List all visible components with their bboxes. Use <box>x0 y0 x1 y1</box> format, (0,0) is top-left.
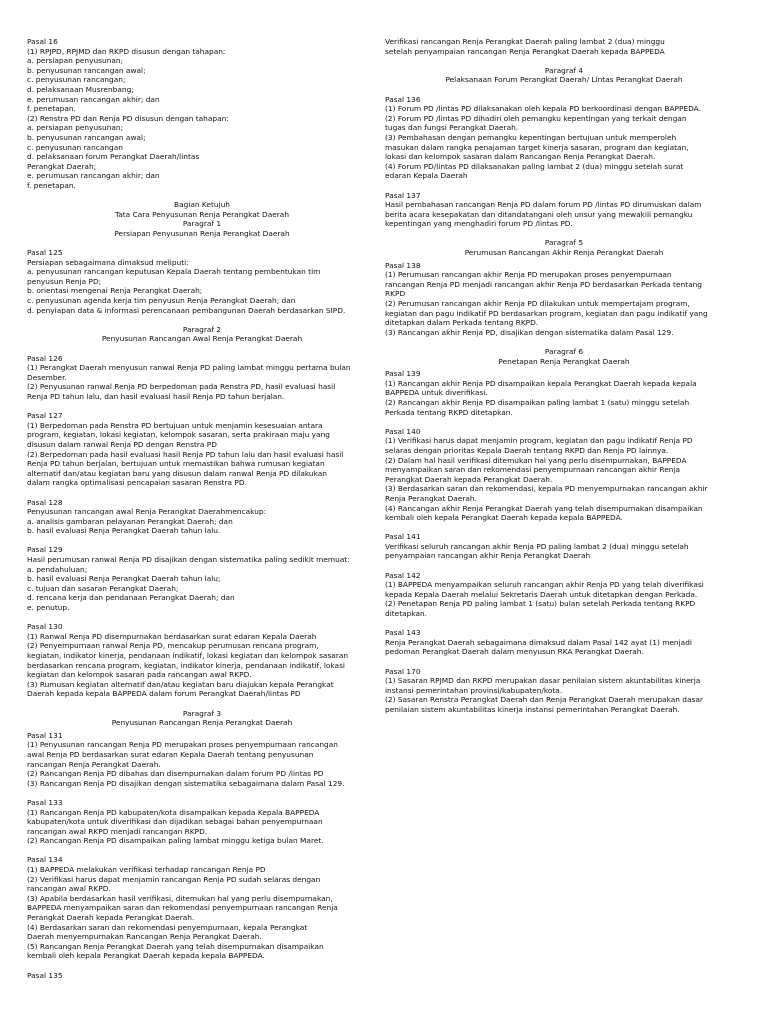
text-line: lokasi dan kelompok sasaran dalam Rancangan Renja Perangkat Daerah. <box>385 152 656 162</box>
right-column <box>385 37 743 724</box>
text-line: (1) BAPPEDA melakukan verifikasi terhadap rancangan Renja PD <box>27 865 266 875</box>
text-line: (3) Rancangan akhir Renja PD, disajikan dengan sistematika dalam Pasal 129. <box>385 327 674 337</box>
text-line: Verifikasi seluruh rancangan akhir Renja PD paling lambat 2 (dua) minggu setelah <box>385 541 689 551</box>
text-line: (2) Rancangan akhir Renja PD disampaikan paling lambat 1 (satu) minggu setelah <box>385 397 690 407</box>
text-line: Pelaksanaan Forum Perangkat Daerah/ Lintas Perangkat Daerah <box>445 75 683 85</box>
text-line: f. penetapan. <box>27 104 76 114</box>
left-column <box>27 37 377 990</box>
text-line: (5) Rancangan Renja Perangkat Daerah yang telah disempurnakan disampaikan <box>27 941 324 951</box>
text-line: rancangan awal RKPD menjadi rancangan RKPD. <box>27 826 208 836</box>
text-line: Paragraf 3 <box>182 708 222 718</box>
article-title: Pasal 125 <box>27 248 63 258</box>
section-heading <box>27 200 377 238</box>
text-line: d. penyiapan data & informasi perencanaan pembangunan Daerah berdasarkan SIPD. <box>27 305 346 315</box>
text-line: (1) RPJPD, RPJMD dan RKPD disusun dengan tahapan: <box>27 46 226 56</box>
text-line: disusun dalam ranwal Renja PD dengan Renstra PD <box>27 439 217 449</box>
text-line: Perkada tentang RKPD ditetapkan. <box>385 407 513 417</box>
text-line: (3) Pembahasan dengan pemangku kepentingan bertujuan untuk memperoleh <box>385 132 677 142</box>
section-heading <box>385 238 743 257</box>
text-line: Paragraf 4 <box>544 65 584 75</box>
text-line: edaran Kepala Daerah <box>385 171 468 181</box>
text-line: (2) Rancangan Renja PD dibahas dan disempurnakan dalam forum PD /lintas PD <box>27 769 324 779</box>
text-line: Penetapan Renja Perangkat Daerah <box>498 356 630 366</box>
text-line: (4) Rancangan akhir Renja Perangkat Daerah yang telah disempurnakan disampaikan <box>385 503 703 513</box>
text-line: Persiapan Penyusunan Renja Perangkat Daerah <box>114 228 290 238</box>
text-line: awal Renja PD berdasarkan surat edaran Kepala Daerah tentang penyusunan <box>27 749 314 759</box>
text-line: b. hasil evaluasi Renja Perangkat Daerah tahun lalu; <box>27 574 221 584</box>
text-line: (4) Berdasarkan saran dan rekomendasi penyempurnaan, kepala Perangkat <box>27 922 308 932</box>
text-line: (1) Rancangan Renja PD kabupaten/kota disampaikan kepada Kepala BAPPEDA <box>27 807 320 817</box>
text-line: RKPD <box>385 289 406 299</box>
text-line: c. penyusunan rancangan; <box>27 75 126 85</box>
text-line: rancangan awal RKPD. <box>27 884 111 894</box>
text-line: Tata Cara Penyusunan Renja Perangkat Daerah <box>114 209 290 219</box>
text-line: b. penyusunan rancangan awal; <box>27 132 146 142</box>
text-line: c. penyusunan agenda kerja tim penyusun Renja Perangkat Daerah; dan <box>27 296 296 306</box>
text-line: (2) Rancangan Renja PD disampaikan paling lambat minggu ketiga bulan Maret. <box>27 836 324 846</box>
article-title: Pasal 138 <box>385 260 421 270</box>
text-line: Persiapan sebagaimana dimaksud meliputi: <box>27 257 189 267</box>
text-line: pedoman Perangkat Daerah dalam menyusun RKA Perangkat Daerah. <box>385 647 644 657</box>
text-line: a. persiapan penyusunan; <box>27 123 124 133</box>
text-line: alternatif dan/atau kegiatan baru yang disusun dalam ranwal Renja PD dilakukan <box>27 468 327 478</box>
article-title: Pasal 128 <box>27 497 63 507</box>
text-line: d. pelaksanaan Musrenbang; <box>27 84 134 94</box>
text-line: kepentingan yang menghadiri forum PD /lintas PD. <box>385 219 573 229</box>
text-line: c. tujuan dan sasaran Perangkat Daerah; <box>27 583 179 593</box>
article-title: Pasal 139 <box>385 369 421 379</box>
text-line: Daerah menyempurnakan Rancangan Renja Perangkat Daerah. <box>27 932 262 942</box>
text-line: berita acara kesepakatan dan ditandatangani oleh unsur yang mewakili pemangku <box>385 209 693 219</box>
text-line: Penyusunan rancangan awal Renja Perangkat Daerahmencakup: <box>27 507 267 517</box>
article-block <box>27 971 377 981</box>
article-title: Pasal 136 <box>385 94 421 104</box>
text-line: Perumusan Rancangan Akhir Renja Perangkat Daerah <box>464 248 664 258</box>
text-line: (3) Rancangan Renja PD disajikan dengan sistematika sebagaimana dalam Pasal 129. <box>27 778 345 788</box>
article-block <box>27 545 377 612</box>
text-line: Renja PD tahun lalu, dan hasil evaluasi hasil Renja PD tahun berjalan. <box>27 391 285 401</box>
article-block <box>385 37 743 56</box>
article-title: Pasal 127 <box>27 411 63 421</box>
text-line: a. penyusunan rancangan keputusan Kepala Daerah tentang pembentukan tim <box>27 267 321 277</box>
text-line: Paragraf 5 <box>544 238 584 248</box>
text-line: (1) Verifikasi harus dapat menjamin program, kegiatan dan pagu indikatif Renja PD <box>385 436 693 446</box>
text-line: Paragraf 2 <box>182 324 222 334</box>
text-line: Paragraf 1 <box>182 219 222 229</box>
article-block <box>27 798 377 846</box>
text-line: (1) Rancangan akhir Renja PD disampaikan kepala Perangkat Daerah kepada kepala <box>385 378 697 388</box>
text-line: tugas dan fungsi Perangkat Daerah. <box>385 123 519 133</box>
text-line: ditetapkan. <box>385 609 428 619</box>
text-line: Hasil perumusan ranwal Renja PD disajikan dengan sistematika paling sedikit memuat: <box>27 555 350 565</box>
article-title: Pasal 16 <box>27 37 58 46</box>
text-line: (3) Apabila berdasarkan hasil verifikasi, ditemukan hal yang perlu disempurnakan, <box>27 893 333 903</box>
text-line: a. pendahuluan; <box>27 564 88 574</box>
text-line: b. orientasi mengenai Renja Perangkat Daerah; <box>27 286 203 296</box>
text-line: (2) Penetapan Renja PD paling lambat 1 (satu) bulan setelah Perkada tentang RKPD <box>385 599 696 609</box>
text-line: Penyusunan Rancangan Renja Perangkat Daerah <box>111 718 293 728</box>
text-line: kabupaten/kota untuk diverifikasi dan dijadikan sebagai bahan penyempurnaan <box>27 817 323 827</box>
text-line: Hasil pembahasan rancangan Renja PD dalam forum PD /lintas PD dirumuskan dalam <box>385 200 702 210</box>
article-block <box>27 354 377 402</box>
article-title: Pasal 141 <box>385 532 421 542</box>
text-line: Renja Perangkat Daerah. <box>385 493 477 503</box>
article-title: Pasal 137 <box>385 190 421 200</box>
article-block <box>27 411 377 488</box>
text-line: Paragraf 6 <box>544 347 584 356</box>
article-title: Pasal 135 <box>27 970 63 980</box>
article-title: Pasal 170 <box>385 666 421 676</box>
text-line: instansi pemerintahan provinsi/kabupaten/kota. <box>385 685 563 695</box>
article-title: Pasal 140 <box>385 426 421 436</box>
text-line: penyampaian rancangan akhir Renja Perangkat Daerah <box>385 551 591 561</box>
text-line: (1) Forum PD /lintas PD dilaksanakan oleh kepala PD berkoordinasi dengan BAPPEDA. <box>385 104 701 114</box>
article-block <box>385 667 743 715</box>
text-line: f. penetapan. <box>27 180 76 190</box>
section-heading <box>27 325 377 344</box>
article-title: Pasal 142 <box>385 570 421 580</box>
text-line: Perangkat Daerah kepada Perangkat Daerah. <box>385 474 553 484</box>
article-title: Pasal 143 <box>385 628 421 638</box>
article-title: Verifikasi rancangan Renja Perangkat Daerah paling lambat 2 (dua) minggu <box>385 37 665 46</box>
article-block <box>27 248 377 315</box>
article-title: Pasal 126 <box>27 353 63 363</box>
text-line: selaras dengan prioritas Kepala Daerah tentang RKPD dan Renja PD lainnya. <box>385 445 669 455</box>
text-line: (1) Perangkat Daerah menyusun ranwal Renja PD paling lambat minggu pertama bulan <box>27 363 351 373</box>
text-line: (1) Penyusunan rancangan Renja PD merupakan proses penyempurnaan rancangan <box>27 740 338 750</box>
text-line: BAPPEDA untuk diverifikasi. <box>385 388 488 398</box>
text-line: kegiatan dan kelompok sasaran pada rancangan awal RKPD. <box>27 670 252 680</box>
text-line: (2) Penyempurnaan ranwal Renja PD, mencakup perumusan rencana program, <box>27 641 319 651</box>
text-line: Bagian Ketujuh <box>174 200 230 210</box>
text-line: Desember. <box>27 372 67 382</box>
text-line: berdasarkan rencana program, kegiatan, indikator kinerja, pendanaan indikatif, lokasi <box>27 660 345 670</box>
article-block <box>27 37 377 191</box>
text-line: kepada Kepala Daerah melalui Sekretaris Daerah untuk ditetapkan dengan Perkada. <box>385 589 698 599</box>
article-title: Pasal 133 <box>27 797 63 807</box>
text-line: (1) BAPPEDA menyampaikan seluruh rancangan akhir Renja PD yang telah diverifikasi <box>385 580 704 590</box>
article-title: Pasal 134 <box>27 855 63 865</box>
section-heading <box>27 709 377 728</box>
text-line: masukan dalam rangka penajaman target kinerja sasaran, program dan kegiatan, <box>385 142 689 152</box>
text-line: d. rencana kerja dan pendanaan Perangkat Daerah; dan <box>27 593 235 603</box>
text-line: program, kegiatan, lokasi kegiatan, kelompok sasaran, serta prakiraan maju yang <box>27 430 330 440</box>
article-title: Pasal 129 <box>27 545 63 555</box>
text-line: kembali oleh kepala Perangkat Daerah kepada kepala BAPPEDA. <box>385 513 623 523</box>
text-line: menyampaikan saran dan rekomendasi penyempurnaan rancangan akhir Renja <box>385 465 681 475</box>
text-line: (2) Penyusunan ranwal Renja PD berpedoman pada Renstra PD, hasil evaluasi hasil <box>27 382 336 392</box>
article-block <box>385 261 743 338</box>
article-block <box>385 427 743 523</box>
text-line: dalam rangka optimalisasi pencapaian sasaran Renstra PD. <box>27 478 247 488</box>
text-line: setelah penyampaian rancangan Renja Perangkat Daerah kepada BAPPEDA <box>385 46 665 56</box>
article-title: Pasal 130 <box>27 622 63 632</box>
text-line: (1) Ranwal Renja PD disempurnakan berdasarkan surat edaran Kepala Daerah <box>27 631 317 641</box>
text-line: e. penutup. <box>27 603 70 613</box>
article-block <box>27 731 377 789</box>
text-line: Renja Perangkat Daerah sebagaimana dimaksud dalam Pasal 142 ayat (1) menjadi <box>385 637 692 647</box>
text-line: (3) Berdasarkan saran dan rekomendasi, kepala PD menyempurnakan rancangan akhir <box>385 484 708 494</box>
text-line: Perangkat Daerah; <box>27 161 97 171</box>
text-line: (2) Berpedoman pada hasil evaluasi hasil Renja PD tahun lalu dan hasil evaluasi hasil <box>27 449 344 459</box>
text-line: kegiatan dan pagu indikatif PD berdasarkan program, kegiatan dan pagu indikatif yang <box>385 308 708 318</box>
text-line: e. perumusan rancangan akhir; dan <box>27 171 160 181</box>
article-block <box>385 532 743 561</box>
text-line: (2) Renstra PD dan Renja PD disusun dengan tahapan: <box>27 113 229 123</box>
text-line: a. analisis gambaran pelayanan Perangkat Daerah; dan <box>27 516 233 526</box>
text-line: ditetapkan dalam Perkada tentang RKPD. <box>385 318 539 328</box>
text-line: (2) Verifikasi harus dapat menjamin rancangan Renja PD sudah selaras dengan <box>27 874 321 884</box>
text-line: (1) Sasaran RPJMD dan RKPD merupakan dasar penilaian sistem akuntabilitas kinerja <box>385 676 701 686</box>
article-title: Pasal 131 <box>27 730 63 740</box>
text-line: b. penyusunan rancangan awal; <box>27 65 146 75</box>
article-block <box>385 571 743 619</box>
text-line: (2) Dalam hal hasil verifikasi ditemukan hal yang perlu disempurnakan, BAPPEDA <box>385 455 687 465</box>
section-heading <box>385 66 743 85</box>
text-line: (4) Forum PD/lintas PD dilaksanakan paling lambat 2 (dua) minggu setelah surat <box>385 161 684 171</box>
text-line: kegiatan, indikator kinerja, pendanaan indikatif, lokasi kegiatan dan kelompok sasaran <box>27 651 349 660</box>
text-line: (1) Perumusan rancangan akhir Renja PD merupakan proses penyempurnaan <box>385 270 672 280</box>
article-block <box>385 628 743 657</box>
section-heading <box>385 347 743 366</box>
text-line: (3) Rumusan kegiatan alternatif dan/atau kegiatan baru diajukan kepala Perangkat <box>27 679 334 689</box>
article-block <box>385 191 743 229</box>
text-line: (1) Berpedoman pada Renstra PD bertujuan untuk menjamin kesesuaian antara <box>27 420 323 430</box>
text-line: (2) Forum PD /lintas PD dihadiri oleh pemangku kepentingan yang terkait dengan <box>385 113 687 123</box>
text-line: kembali oleh kepala Perangkat Daerah kepada kepala BAPPEDA. <box>27 951 265 961</box>
article-block <box>27 498 377 536</box>
text-line: a. persiapan penyusunan; <box>27 56 124 66</box>
text-line: rancangan Renja PD menjadi rancangan akhir Renja PD berdasarkan Perkada tentang <box>385 279 702 289</box>
article-block <box>385 95 743 181</box>
text-line: b. hasil evaluasi Renja Perangkat Daerah tahun lalu. <box>27 526 221 536</box>
text-line: BAPPEDA menyampaikan saran dan rekomendasi penyempurnaan rancangan Renja <box>27 903 338 913</box>
text-line: (2) Perumusan rancangan akhir Renja PD dilakukan untuk mempertajam program, <box>385 299 690 309</box>
article-block <box>27 622 377 699</box>
text-line: Daerah kepada kepala BAPPEDA dalam forum Perangkat Daerah/lintas PD <box>27 689 301 699</box>
text-line: Perangkat Daerah kepada Perangkat Daerah. <box>27 913 195 923</box>
text-line: d. pelaksanaan forum Perangkat Daerah/lintas <box>27 152 200 162</box>
text-line: Renja PD tahun berjalan, bertujuan untuk memastikan bahwa rumusan kegiatan <box>27 459 325 469</box>
text-line: c. penyusunan rancangan <box>27 142 123 152</box>
text-line: penyusun Renja PD; <box>27 276 102 286</box>
text-line: rancangan Renja Perangkat Daerah. <box>27 759 161 769</box>
text-line: (2) Sasaran Renstra Perangkat Daerah dan Renja Perangkat Daerah merupakan dasar <box>385 695 703 705</box>
text-line: penilaian sistem akuntabilitas kinerja instansi pemerintahan Perangkat Daerah. <box>385 704 680 714</box>
text-line: Penyusunan Rancangan Awal Renja Perangkat Daerah <box>101 334 303 344</box>
article-block <box>27 855 377 961</box>
article-block <box>385 369 743 417</box>
text-line: e. perumusan rancangan akhir; dan <box>27 94 160 104</box>
